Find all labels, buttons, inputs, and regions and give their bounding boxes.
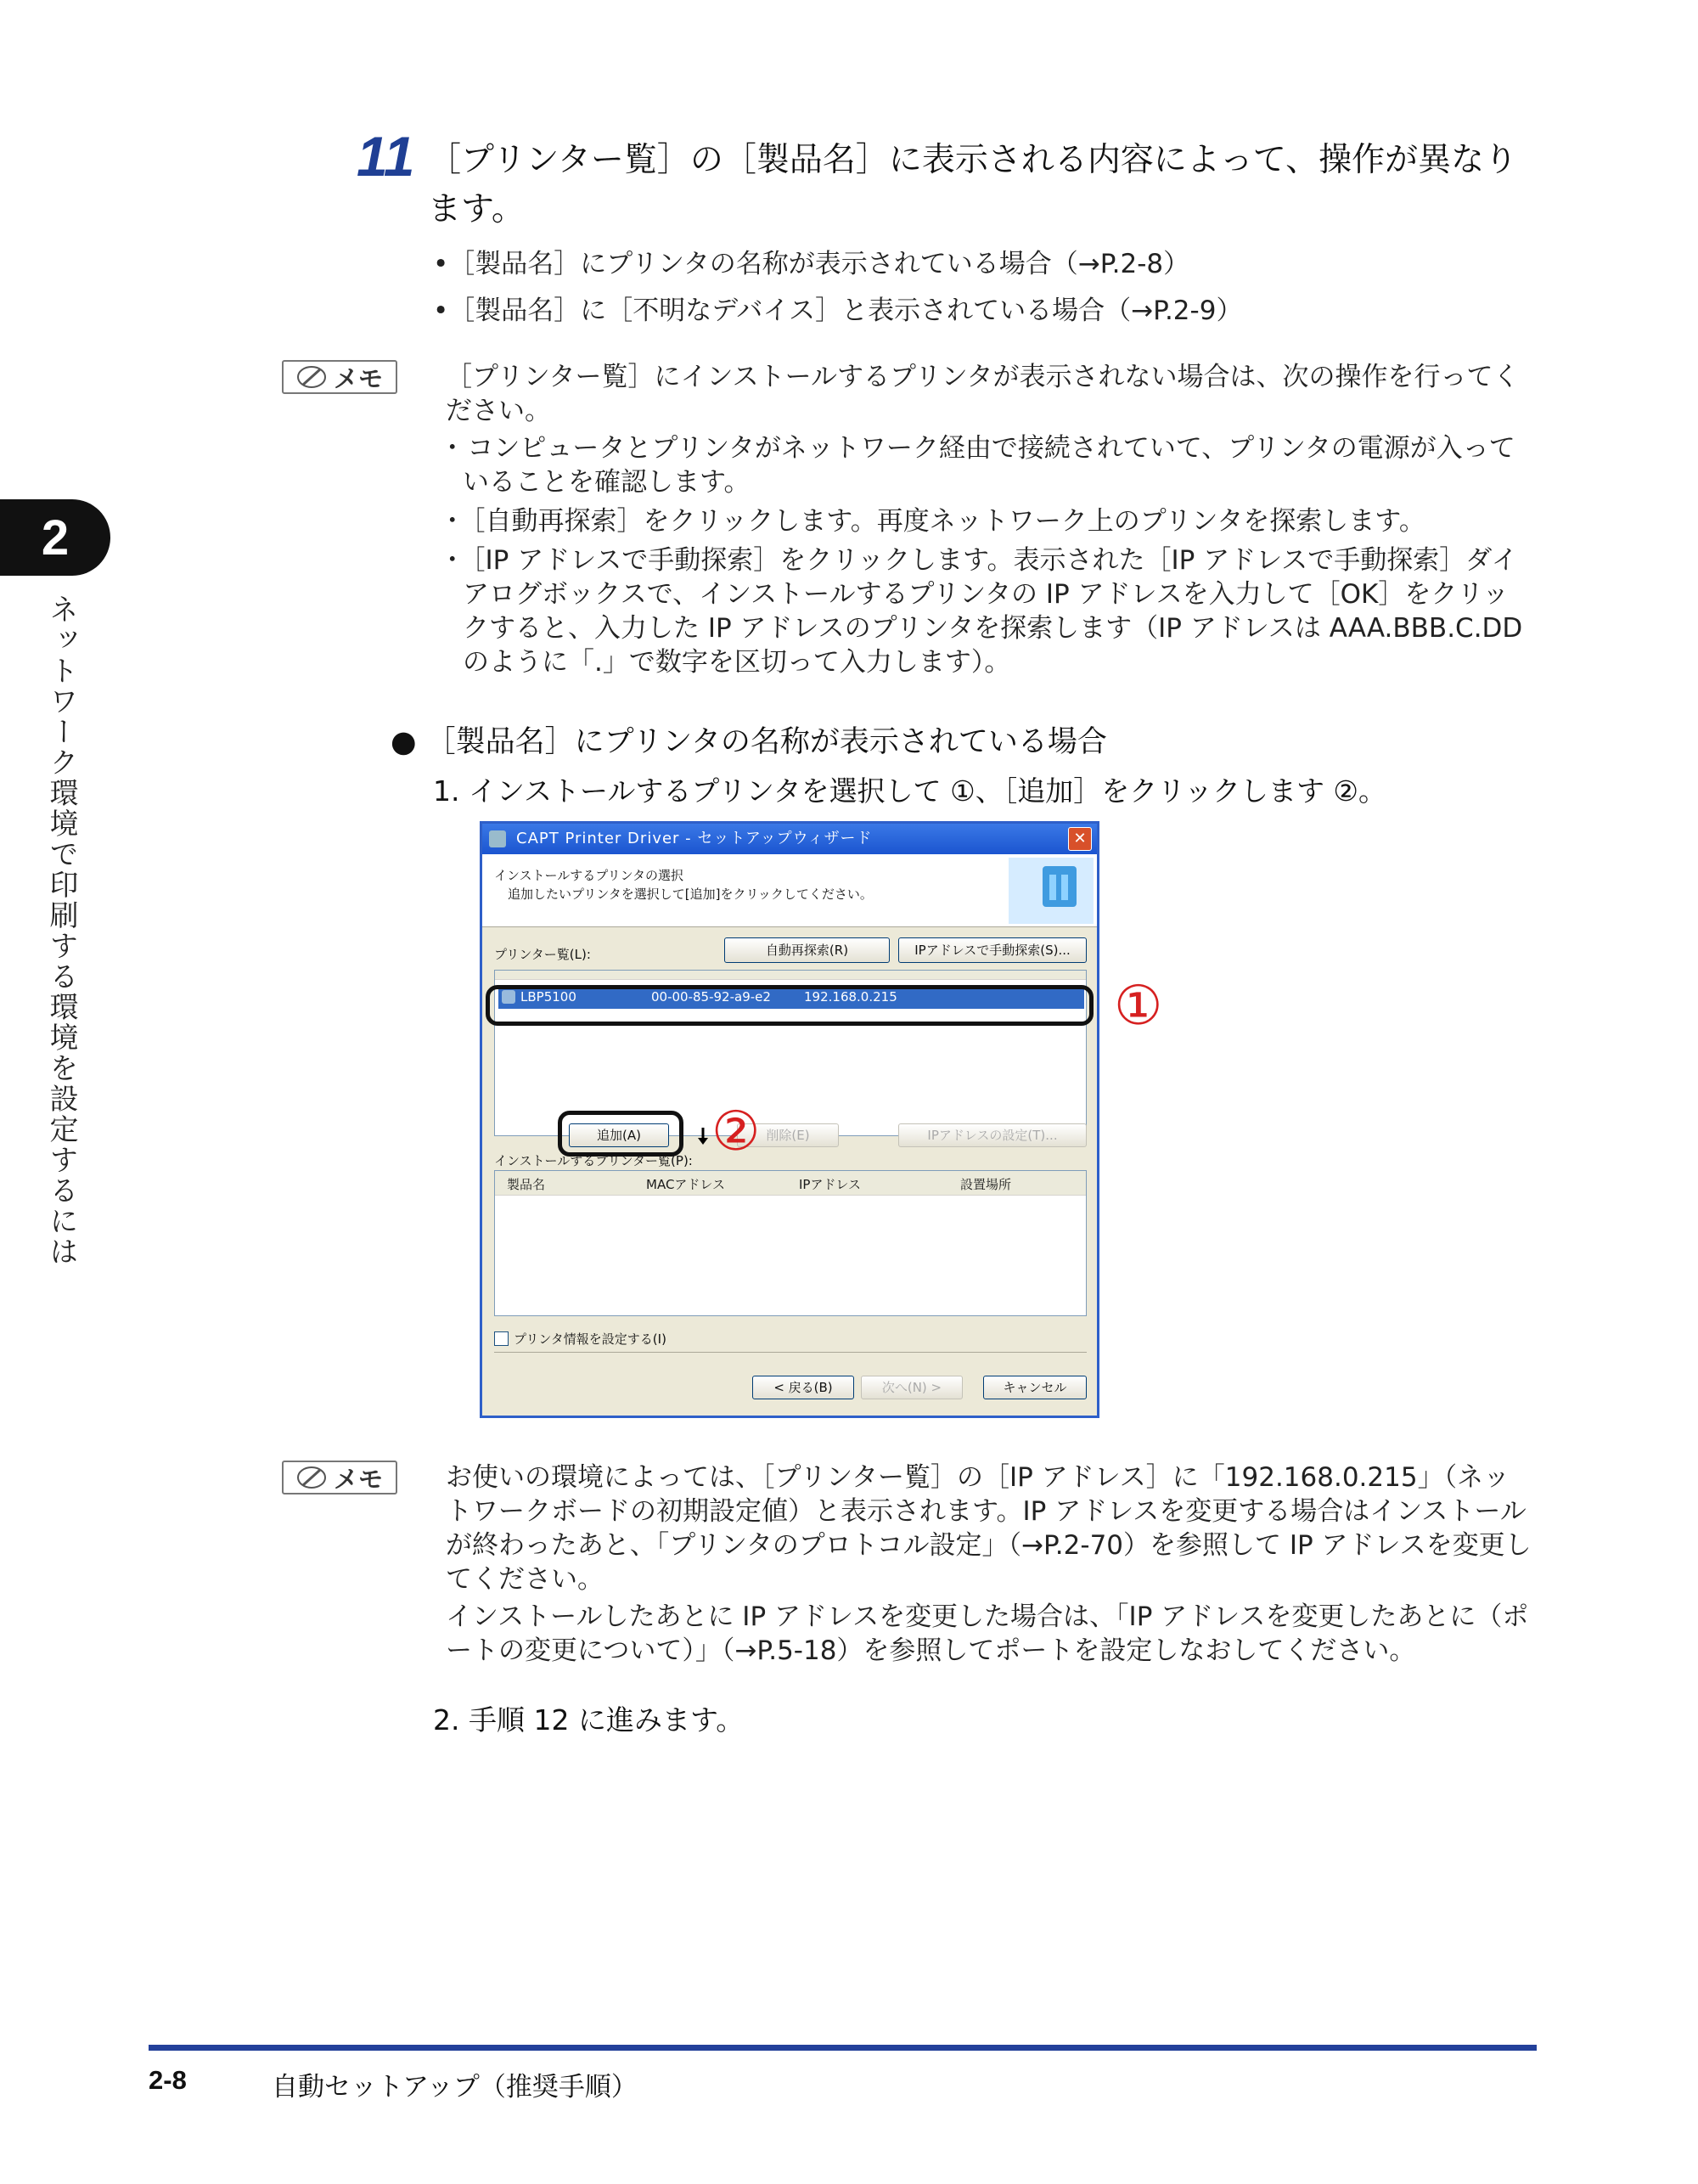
manual-search-button[interactable]: IPアドレスで手動探索(S)... xyxy=(898,937,1087,963)
chapter-tab: 2 xyxy=(0,499,110,576)
memo-ip-default: お使いの環境によっては、［プリンター覧］の［IP アドレス］に「192.168.0.215」（ネットワークボードの初期設定値）と表示されます。IP アドレスを変更する場合はインストールが終わったあと、「プリンタのプロトコル設定」（→P.2-70）を参照して IP アドレスを変更してください。 xyxy=(446,1462,1532,1595)
install-list-header xyxy=(495,1171,1086,1196)
row-mac: 00-00-85-92-a9-e2 xyxy=(651,989,771,1005)
printer-graphic-icon xyxy=(1009,858,1094,924)
close-button[interactable]: ✕ xyxy=(1068,827,1092,851)
header-title: インストールするプリンタの選択 xyxy=(494,868,684,883)
memo-ip-change: インストールしたあとに IP アドレスを変更した場合は、「IP アドレスを変更したあとに（ポートの変更について）」（→P.5-18）を参照してポートを設定しなおしてください。 xyxy=(446,1601,1529,1666)
next-button[interactable]: 次へ(N) > xyxy=(861,1376,963,1399)
footer-title: 自動セットアップ（推奨手順） xyxy=(272,2072,638,2102)
memo-badge xyxy=(282,360,397,394)
auto-search-button[interactable]: 自動再探索(R) xyxy=(724,937,890,963)
callout-number-1: ① xyxy=(1114,975,1163,1038)
printer-list-label: プリンター覧(L): xyxy=(494,947,591,962)
dialog-title: CAPT Printer Driver - セットアップウィザード xyxy=(516,830,873,847)
printer-info-checkbox[interactable] xyxy=(494,1331,509,1346)
step-number: 11 xyxy=(357,125,415,188)
callout-box-printer-row xyxy=(486,985,1094,1026)
dialog-header xyxy=(482,854,1097,927)
pencil-icon xyxy=(296,1465,327,1490)
memo-item-connection: ･ コンピュータとプリンタがネットワーク経由で接続されていて、プリンタの電源が入っていることを確認します。 xyxy=(446,433,1515,498)
bullet-product-name-shown: •［製品名］にプリンタの名称が表示されている場合（→P.2-8） xyxy=(433,249,1190,279)
cancel-button[interactable]: キャンセル xyxy=(983,1376,1087,1399)
substep-2: 2. 手順 12 に進みます。 xyxy=(433,1703,745,1737)
col-location[interactable]: 設置場所 xyxy=(960,1177,1012,1192)
section-heading: ● ［製品名］にプリンタの名称が表示されている場合 xyxy=(391,725,1107,759)
memo-badge-2 xyxy=(282,1461,397,1494)
install-list[interactable] xyxy=(494,1170,1087,1316)
col-mac[interactable]: MACアドレス xyxy=(646,1177,725,1192)
footer-rule xyxy=(149,2045,1537,2051)
row-ip: 192.168.0.215 xyxy=(804,989,897,1005)
install-list-label: インストールするプリンター覧(P): xyxy=(494,1153,693,1168)
memo-item-auto-search: ･［自動再探索］をクリックします。再度ネットワーク上のプリンタを探索します。 xyxy=(446,506,1425,537)
substep-1: 1. インストールするプリンタを選択して ①、［追加］をクリックします ②。 xyxy=(433,774,1387,808)
page-number: 2-8 xyxy=(149,2065,187,2095)
memo-intro: ［プリンター覧］にインストールするプリンタが表示されない場合は、次の操作を行ってください。 xyxy=(446,362,1520,426)
printer-info-checkbox-label: プリンタ情報を設定する(I) xyxy=(514,1331,666,1347)
ip-settings-button[interactable]: IPアドレスの設定(T)... xyxy=(898,1123,1087,1147)
printer-list-header xyxy=(495,971,1086,980)
memo-item-manual-search: ･［IP アドレスで手動探索］をクリックします。表示された［IP アドレスで手動探索］ダイアログボックスで、インストールするプリンタの IP アドレスを入力して［OK］をクリックすると、入力した IP アドレスのプリンタを探索します（IP アドレスは AAA.BBB.C.DD のように「.」で数字を区切って入力します）。 xyxy=(446,545,1523,678)
pencil-icon xyxy=(296,364,327,390)
bullet-unknown-device: •［製品名］に［不明なデバイス］と表示されている場合（→P.2-9） xyxy=(433,296,1243,326)
add-button[interactable]: 追加(A) xyxy=(569,1123,669,1147)
printer-info-checkbox-row[interactable] xyxy=(494,1330,666,1348)
delete-button[interactable]: 削除(E) xyxy=(737,1123,839,1147)
callout-box-add-button xyxy=(558,1111,683,1157)
callout-number-2: ② xyxy=(711,1100,761,1163)
col-ip[interactable]: IPアドレス xyxy=(799,1177,862,1192)
memo-label: メモ xyxy=(333,363,383,393)
memo-label: メモ xyxy=(333,1464,383,1494)
col-product-name[interactable]: 製品名 xyxy=(507,1177,546,1192)
arrow-down-icon xyxy=(696,1126,710,1146)
row-product-name: LBP5100 xyxy=(520,989,576,1005)
chapter-side-label: ネットワーク環境で印刷する環境を設定するには xyxy=(44,594,78,1267)
dialog-titlebar xyxy=(482,824,1097,854)
divider xyxy=(494,1352,1087,1353)
step-title: ［プリンター覧］の［製品名］に表示される内容によって、操作が異なります。 xyxy=(428,141,1518,228)
back-button[interactable]: < 戻る(B) xyxy=(752,1376,854,1399)
header-subtitle: 追加したいプリンタを選択して[追加]をクリックしてください。 xyxy=(508,887,873,902)
app-icon xyxy=(489,830,506,847)
